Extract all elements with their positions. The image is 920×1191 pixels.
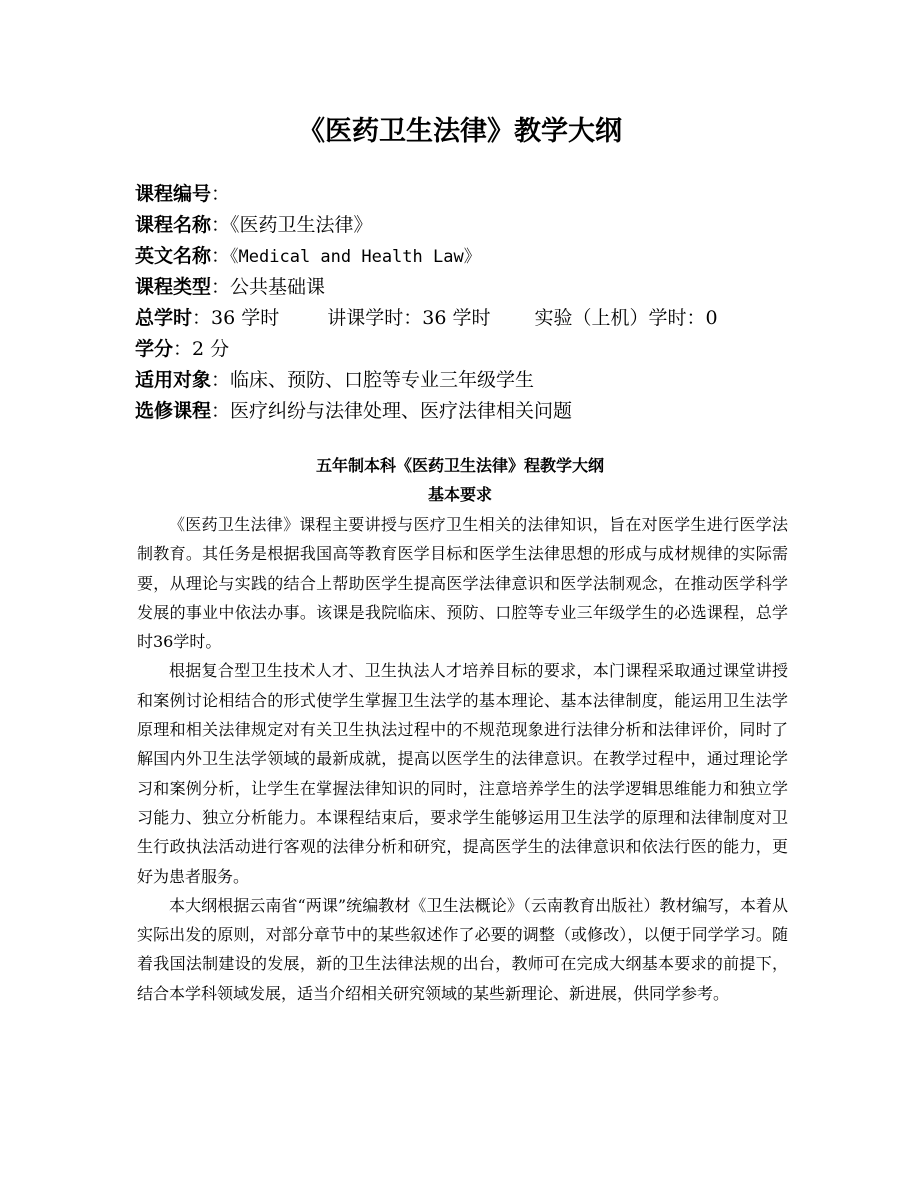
separator: ： [192, 307, 212, 329]
credits-value: 2 分 [192, 338, 230, 360]
course-name-value: 《医药卫生法律》 [230, 214, 373, 236]
english-name-label: 英文名称 [135, 245, 212, 267]
lab-hours-value: 0 [705, 307, 718, 329]
course-name-label: 课程名称 [135, 214, 212, 236]
audience-label: 适用对象 [135, 369, 212, 391]
separator: ： [686, 307, 706, 329]
total-hours-label: 总学时 [135, 307, 193, 329]
course-code-row [135, 179, 795, 210]
course-code-label: 课程编号 [135, 183, 212, 205]
lecture-hours-value: 36 学时 [422, 307, 491, 329]
credits-row [135, 334, 795, 365]
separator: ： [403, 307, 423, 329]
paragraph: 根据复合型卫生技术人才、卫生执法人才培养目标的要求，本门课程采取通过课堂讲授和案例讨论相结合的形式使学生掌握卫生法学的基本理论、基本法律制度，能运用卫生法学原理和相关法律规定对有关卫生执法过程中的不规范现象进行法律分析和法律评价，同时了解国内外卫生法学领域的最新成就，提高以医学生的法律意识。在教学过程中，通过理论学习和案例分析，让学生在掌握法律知识的同时，注意培养学生的法学逻辑思维能力和独立学习能力、独立分析能力。本课程结束后，要求学生能够运用卫生法学的原理和法律制度对卫生行政执法活动进行客观的法律分析和研究，提高医学生的法律意识和依法行医的能力，更好为患者服务。 [137, 661, 788, 886]
separator: ： [211, 400, 231, 422]
english-name-row [135, 241, 795, 272]
paragraph: 《医药卫生法律》课程主要讲授与医疗卫生相关的法律知识，旨在对医学生进行医学法制教育。其任务是根据我国高等教育医学目标和医学生法律思想的形成与成材规律的实际需要，从理论与实践的结合上帮助医学生提高医学法律意识和医学法制观念，在推动医学科学发展的事业中依法办事。该课是我院临床、预防、口腔等专业三年级学生的必选课程，总学时36学时。 [137, 515, 788, 652]
elective-label: 选修课程 [135, 400, 212, 422]
audience-value: 临床、预防、口腔等专业三年级学生 [230, 369, 535, 391]
section-title: 五年制本科《医药卫生法律》程教学大纲 [315, 456, 604, 475]
paragraph: 本大纲根据云南省“两课”统编教材《卫生法概论》（云南教育出版社）教材编写，本着从实际出发的原则，对部分章节中的某些叙述作了必要的调整（或修改），以便于同学学习。随着我国法制建设的发展，新的卫生法律法规的出台，教师可在完成大纲基本要求的前提下，结合本学科领域发展，适当介绍相关研究领域的某些新理论、新进展，供同学参考。 [137, 895, 788, 1003]
separator: ： [173, 338, 193, 360]
elective-row [135, 396, 795, 427]
separator: ： [211, 276, 231, 298]
separator: ： [211, 214, 231, 236]
course-type-row [135, 272, 795, 303]
lab-hours-label: 实验（上机）学时 [534, 307, 687, 329]
course-name-row [135, 210, 795, 241]
course-info-block [135, 179, 795, 427]
total-hours-value: 36 学时 [211, 307, 280, 329]
separator: ： [211, 245, 231, 267]
course-type-value: 公共基础课 [230, 276, 326, 298]
elective-value: 医疗纠纷与法律处理、医疗法律相关问题 [230, 400, 573, 422]
hours-row [135, 303, 795, 334]
credits-label: 学分 [135, 338, 174, 360]
english-name-value: 《Medical and Health Law》 [230, 247, 481, 267]
page-title: 《医药卫生法律》教学大纲 [298, 116, 622, 147]
lecture-hours-label: 讲课学时 [327, 307, 404, 329]
separator: ： [211, 183, 231, 205]
audience-row [135, 365, 795, 396]
separator: ： [211, 369, 231, 391]
section-subtitle: 基本要求 [427, 485, 492, 504]
body-text [137, 510, 788, 1008]
course-type-label: 课程类型 [135, 276, 212, 298]
